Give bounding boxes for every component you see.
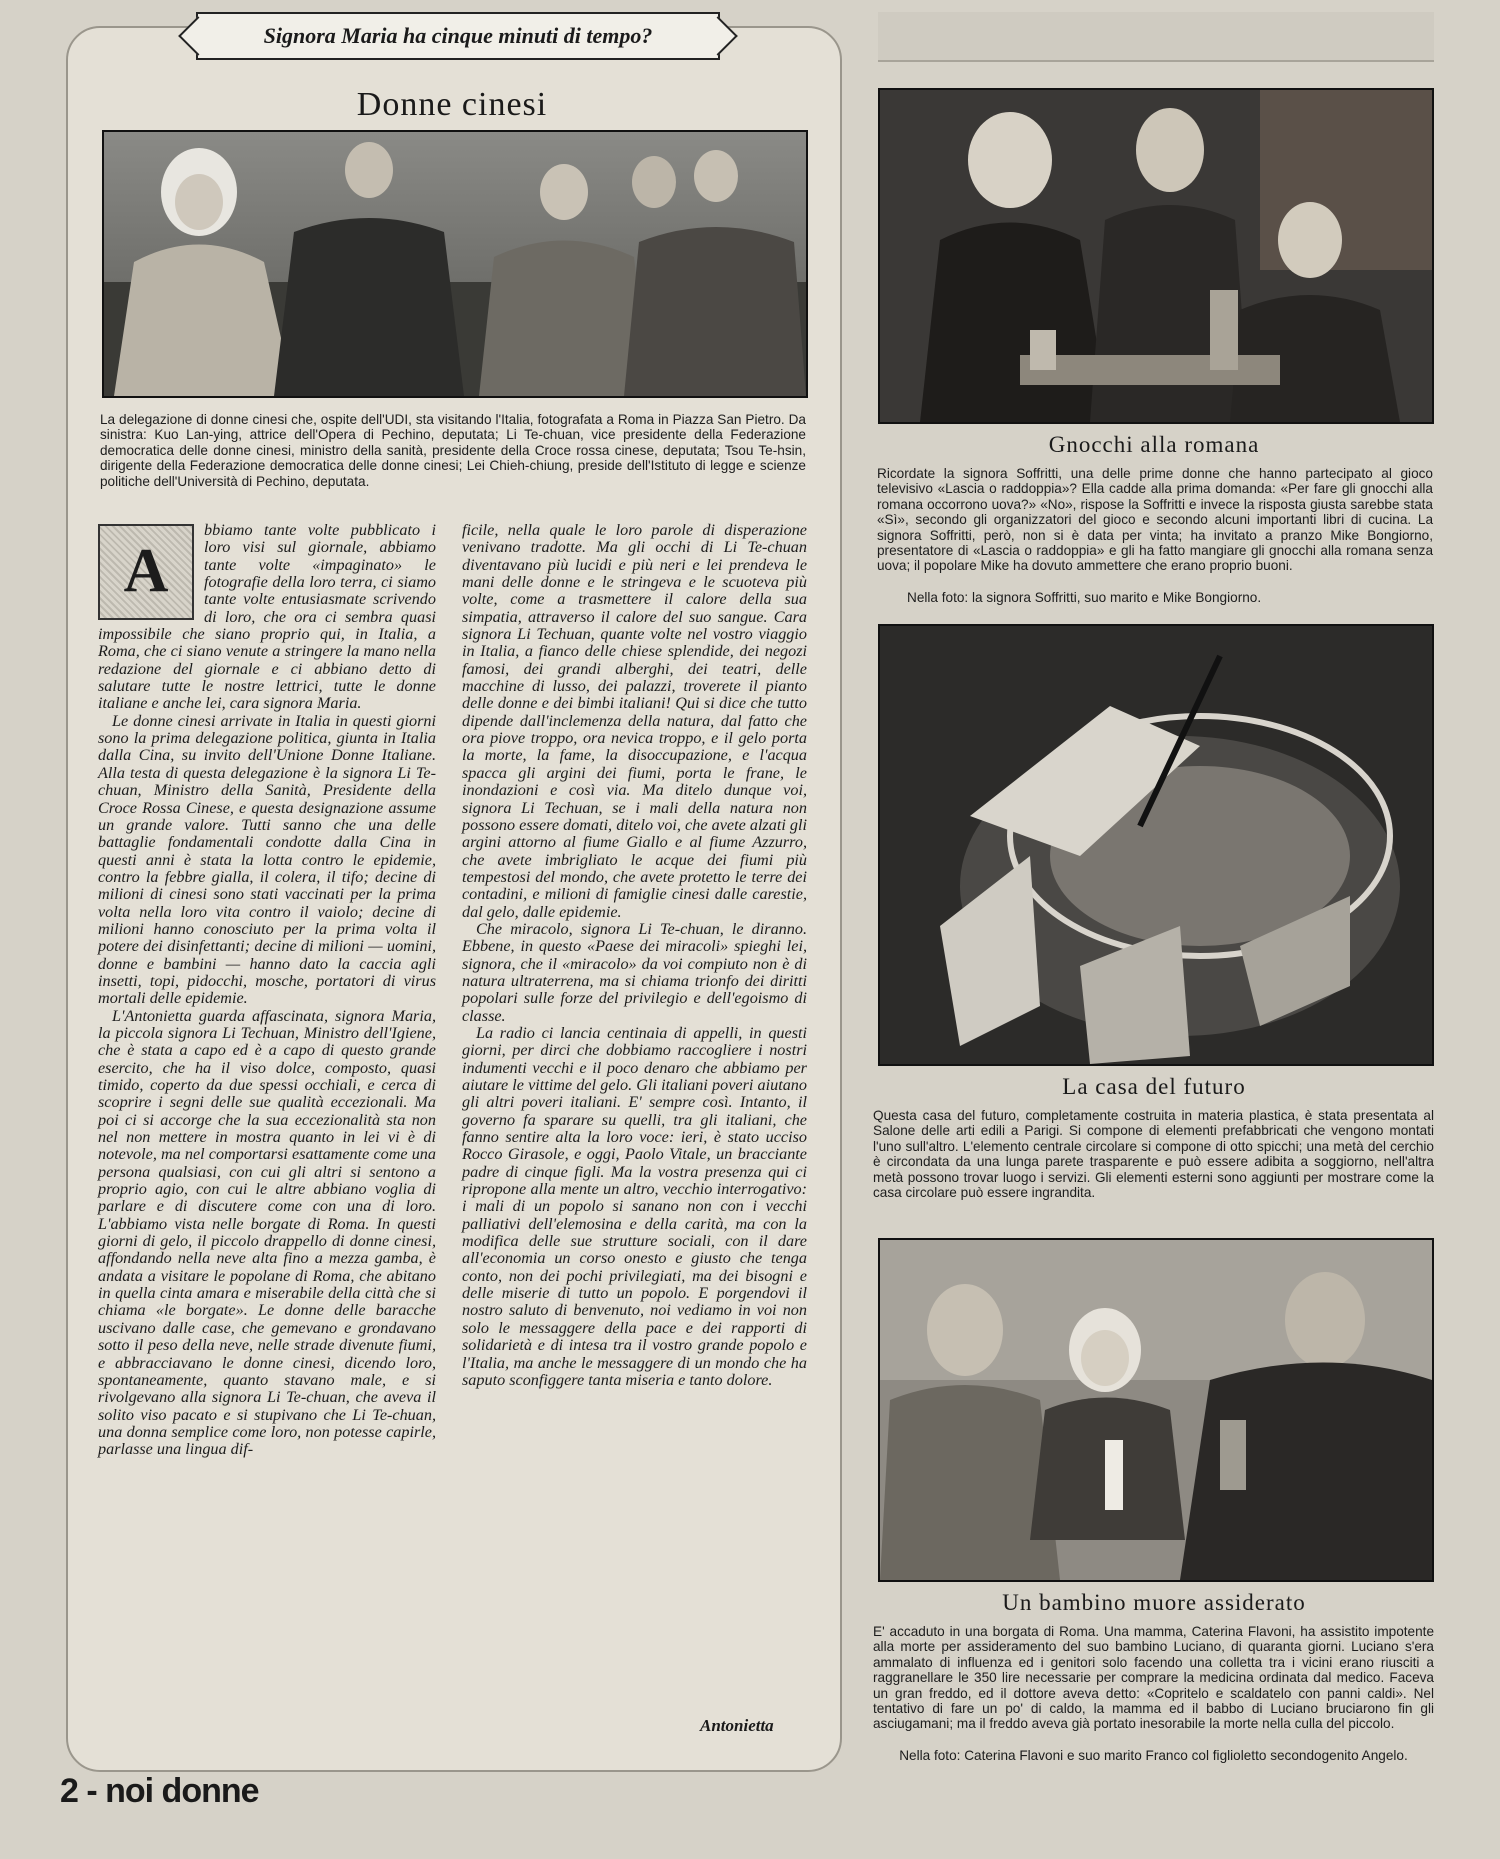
right-top-band [878, 12, 1434, 62]
article-paragraph: Le donne cinesi arrivate in Italia in questi giorni sono la prima delegazione politica, giunta in Italia dalla Cina, su invito dell'Unione Donne Italiane. Alla testa di questa delegazione è la signora Li Te-chuan, Ministro della Sanità, Presidente della Croce Rossa Cinese, e questa designazione assume un grande valore. Tutti sanno che una delle battaglie fondamentali condotte dalla Cina in questi anni è stata la lotta contro le epidemie, contro la febbre gialla, il colera, il tifo; decine di milioni di cinesi sono stati vaccinati per la prima volta nella loro vita contro il vaiolo; decine di milioni hanno conosciuto per la prima volta il potere dei disinfettanti; decine di milioni — uomini, donne e bambini — hanno dato la caccia agli insetti, topi, pidocchi, mosche, portatori di virus mortali delle epidemie. [98, 711, 436, 1008]
delegation-photo [102, 130, 808, 398]
article-paragraph: A bbiamo tante volte pubblicato i loro visi sul giornale, abbiamo tante volte «impaginato» le fotografie della loro terra, ci siamo tante volte entusiasmate scrivendo di loro, che ora ci sembra quasi impossibile che siano proprio qui, in Italia, a Roma, che ci siano venute a stringere la mano nella redazione del giornale e ci abbiano detto di salutare tutte le nostre lettrici, tutte le donne italiane e anche lei, cara signora Maria. [98, 521, 436, 713]
kicker-text: Signora Maria ha cinque minuti di tempo? [263, 23, 653, 48]
story-title-gnocchi: Gnocchi alla romana [1048, 432, 1260, 457]
delegation-photo-caption: La delegazione di donne cinesi che, ospite dell'UDI, sta visitando l'Italia, fotografata a Roma in Piazza San Pietro. Da sinistra: Kuo Lan-ying, attrice dell'Opera di Pechino, deputata; Li Te-chuan, vice presidente della Federazione democratica delle donne cinesi, ministro della sanità, presidente della Croce rossa cinese, deputata; Tsou Te-hsin, dirigente della Federazione democratica delle donne cinesi; Lei Chieh-chiung, preside dell'Istituto di legge e scienze politiche dell'Università di Pechino, deputata. [100, 412, 806, 489]
flavoni-family-photo [878, 1238, 1434, 1582]
story-text-casa: Questa casa del futuro, completamente costruita in materia plastica, è stata presentata al Salone delle arti edili a Parigi. Si compone di elementi prefabbricati che vengono montati l'uno sull'altro. L'elemento centrale circolare si compone di otto spicchi; una metà del cerchio è circondata da una lunga parete trasparente e può essere adibita a soggiorno, nell'altra metà possono trovar luogo i servizi. Gli elementi esterni sono aggiunti per mostrare come la casa circolare può essere ingrandita. [873, 1108, 1434, 1201]
article-paragraph: L'Antonietta guarda affascinata, signora Maria, la piccola signora Li Techuan, Ministro dell'Igiene, che è stata a capo ed è a capo di questo grande esercito, che ha il viso dolce, composto, quasi timido, coperto da due spessi occhiali, e cerca di scoprire i segni delle sue qualità eccezionali. Ma poi ci si accorge che la sua eccezionalità sta non nel non mettere in mostra quanto in lei vi è di notevole, ma nel comportarsi esattamente come una persona qualsiasi, con cui gli altri si sentono a proprio agio, con cui le altre abbiano voglia di parlare e di discutere come con una di loro. L'abbiamo vista nelle borgate di Roma. In questi giorni di gelo, il piccolo drappello di donne cinesi, affondando nella neve alta fino a mezza gamba, è andata a visitare le popolane di Roma, che abitano in quella cinta amara e miserabile della città che si chiama «le borgate». Le donne delle baracche uscivano dalle case, che gemevano e grondavano sotto il peso della neve, nelle strade divenute fiumi, e abbracciavano le donne cinesi, dicendo loro, spontaneamente, quanto stavano male, e si rivolgevano alla signora Li Te-chuan, che aveva il solito viso pacato e si stupivano che Li Te-chuan, una donna semplice come loro, non potesse capirle, parlasse una lingua dif- [98, 1006, 436, 1459]
soffritti-photo [878, 88, 1434, 424]
story-text-gnocchi: Ricordate la signora Soffritti, una delle prime donne che hanno partecipato al gioco televisivo «Lascia o raddoppia»? Ella cadde alla prima domanda: «Per fare gli gnocchi alla romana occorrono uova?» «No», rispose la Soffritti e invece la risposta giusta sarebbe stata «Sì», secondo gli organizzatori del gioco e secondo alcuni importanti libri di cucina. La signora Soffritti, però, non si è data per vinta; ha invitato a pranzo Mike Bongiorno, presentatore di «Lascia o raddoppia» e gli ha fatto mangiare gli gnocchi alla romana senza uova; il popolare Mike ha dovuto ammettere che erano proprio buoni. [877, 466, 1433, 574]
article-title: Donne cinesi [356, 86, 548, 123]
story-photo-note-bambino: Nella foto: Caterina Flavoni e suo marito Franco col figlioletto secondogenito Angelo. [899, 1748, 1408, 1763]
page-footer: 2 - noi donne [60, 1772, 259, 1810]
story-title-casa: La casa del futuro [1062, 1074, 1246, 1099]
article-signature: Antonietta [700, 1716, 774, 1735]
article-paragraph: La radio ci lancia centinaia di appelli, in questi giorni, per dirci che dobbiamo raccogliere i nostri indumenti vecchi e il poco denaro che abbiamo per aiutare le vittime del gelo. Gli italiani poveri aiutano gli altri poveri italiani. E' sempre così. Intanto, il governo fa sparare su quelli, tra gli italiani, che fanno sentire alta la loro voce: ieri, è stato ucciso Rocco Girasole, e oggi, Paolo Vitale, un bracciante padre di cinque figli. Ma la vostra presenza qui ci ripropone alla mente un altro, vecchio interrogativo: i mali di un popolo si sanano non con i vecchi palliativi dell'elemosina e della carità, ma con la modifica delle sue strutture sociali, con il dare all'economia un corso onesto e giusto che tenga conto, non dei pochi privilegiati, ma dei bisogni e delle miserie di tutto un popolo. E porgendovi il nostro saluto di benvenuto, noi vediamo in voi non solo le messaggere della pace e dei rapporti di solidarietà e di intesa tra il vostro grande popolo e l'Italia, ma anche le messaggere di un mondo che ha saputo sconfiggere tanta miseria e tanto dolore. [462, 1023, 807, 1389]
story-text-bambino: E' accaduto in una borgata di Roma. Una mamma, Caterina Flavoni, ha assistito impotente alla morte per assideramento del suo bambino Luciano, di quaranta giorni. Luciano s'era ammalato di influenza ed i genitori solo facendo una colletta tra i vicini erano riusciti a raggranellare le 350 lire necessarie per comprare la medicina ordinata dal medico. Faceva un gran freddo, ed il dottore aveva detto: «Copritelo e scaldatelo con panni caldi». Nel tentativo di fare un po' di caldo, la mamma ed il babbo di Luciano bruciarono fin gli asciugamani; ma il freddo aveva già portato inesorabile la morte nella culla del piccolo. [873, 1624, 1434, 1732]
plastic-house-photo [878, 624, 1434, 1066]
article-column-1 [98, 522, 436, 1459]
story-photo-note-gnocchi: Nella foto: la signora Soffritti, suo marito e Mike Bongiorno. [907, 590, 1262, 605]
kicker-banner [196, 12, 720, 60]
article-paragraph: ficile, nella quale le loro parole di disperazione venivano tradotte. Ma gli occhi di Li Te-chuan diventavano più lucidi e più neri e lei prendeva le mani delle donne e le stringeva e le scuoteva più volte, come a trasmettere il calore della sua simpatia, attraverso il calore del suo sangue. Cara signora Li Techuan, quante volte nel vostro viaggio in Italia, a fianco delle chiese splendide, dei negozi famosi, dei grandi alberghi, dei teatri, delle macchine di lusso, dei palazzi, troverete il pianto delle donne e dei bimbi italiani! Qui si dice che tutto dipende dall'inclemenza della natura, dal fatto che ora piove troppo, ora nevica troppo, e il gelo porta la morte, la fame, la disoccupazione, e l'acqua spacca gli argini dei fiumi, porta le frane, le inondazioni e così via. Ma ditelo dunque voi, signora Li Techuan, se i mali della natura non possono essere domati, ditelo voi, che avete alzati gli argini attorno al fiume Giallo e al fiume Azzurro, che avete imbrigliato le acque dei fiumi più tempestosi del mondo, che avete protetto le terre dei contadini, e milioni di famiglie cinesi dalle carestie, dal gelo, dalle epidemie. [462, 521, 807, 921]
article-column-2 [462, 522, 807, 1389]
article-paragraph: Che miracolo, signora Li Te-chuan, le diranno. Ebbene, in questo «Paese dei miracoli» spieghi lei, signora, che il «miracolo» da voi compiuto non è di natura ultraterrena, ma si chiama trionfo dei diritti popolari sulle forze del privilegio e dell'egoismo di classe. [462, 919, 807, 1025]
story-title-bambino: Un bambino muore assiderato [1002, 1590, 1306, 1615]
dropcap-letter: A [98, 524, 194, 620]
